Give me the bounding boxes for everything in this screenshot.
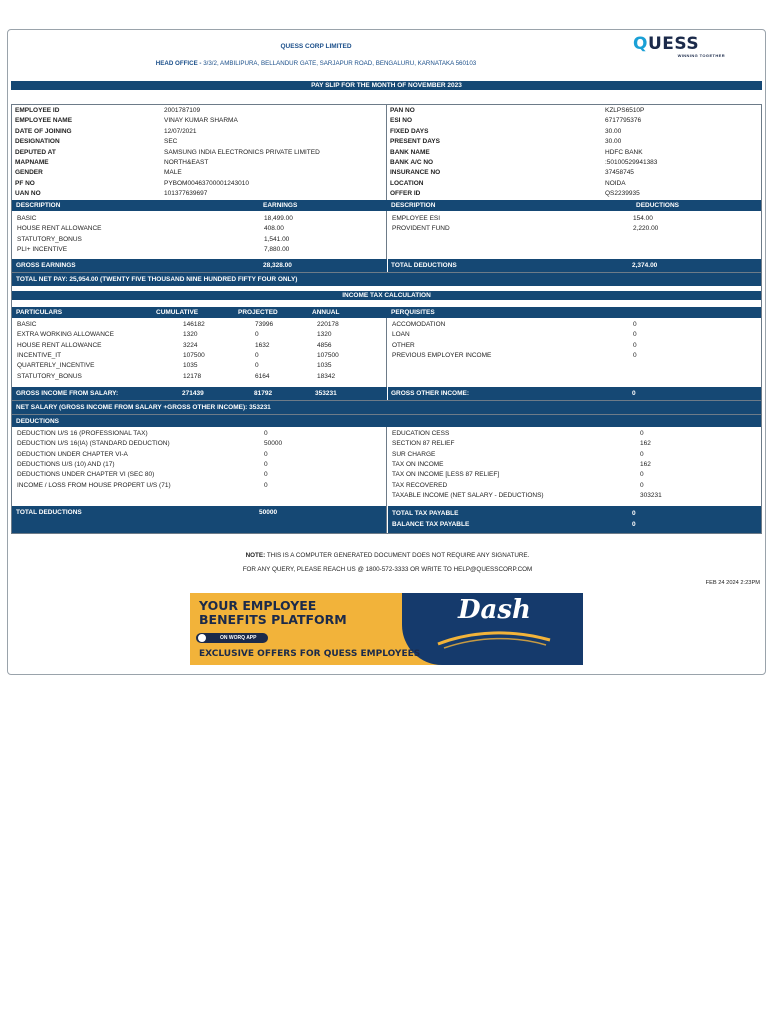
row-value: QS2239935	[605, 190, 640, 198]
gross-income-label: GROSS INCOME FROM SALARY:	[16, 390, 119, 397]
perquisites-list	[387, 318, 761, 387]
row-label: DEDUCTION UNDER CHAPTER VI-A	[17, 450, 128, 458]
row-value: NOIDA	[605, 179, 626, 187]
head-office-text: 3/3/2, AMBILIPURA, BELLANDUR GATE, SARJAPUR ROAD, BENGALURU, KARNATAKA 560103	[201, 60, 477, 67]
total-deductions-label: TOTAL DEDUCTIONS	[391, 262, 457, 269]
gross-earnings-value: 28,328.00	[263, 262, 292, 269]
it-row-cumulative: 1320	[183, 331, 198, 339]
income-tax-title: INCOME TAX CALCULATION	[12, 291, 761, 300]
it-projected-header: PROJECTED	[238, 309, 278, 316]
payslip-document	[7, 29, 766, 675]
dash-promo-banner[interactable]	[190, 593, 583, 665]
row-label: OTHER	[392, 341, 415, 349]
row-label: TAX RECOVERED	[392, 481, 448, 489]
it-row-label: STATUTORY_BONUS	[17, 372, 82, 380]
employee-details-right	[387, 105, 761, 200]
head-office-address	[8, 60, 624, 67]
total-tax-deductions-value: 50000	[259, 509, 278, 516]
row-label: FIXED DAYS	[390, 127, 429, 135]
total-tax-deductions	[12, 506, 387, 533]
note-label: NOTE:	[245, 552, 266, 559]
employee-details	[12, 105, 761, 200]
row-label: INSURANCE NO	[390, 169, 441, 177]
row-value: 30.00	[605, 138, 622, 146]
note-text: THIS IS A COMPUTER GENERATED DOCUMENT DOES NOT REQUIRE ANY SIGNATURE.	[265, 552, 530, 559]
gross-income-row	[12, 387, 761, 400]
row-label: EMPLOYEE ESI	[392, 215, 441, 222]
row-label: PROVIDENT FUND	[392, 225, 450, 233]
it-row-cumulative: 146182	[183, 321, 205, 328]
it-row-projected: 6164	[255, 372, 270, 380]
earnings-body	[12, 211, 761, 259]
row-value: 408.00	[264, 225, 284, 233]
row-label: HOUSE RENT ALLOWANCE	[17, 225, 102, 233]
dash-swoosh-icon	[434, 626, 554, 654]
row-value: NORTH&EAST	[164, 159, 209, 166]
employee-details-left	[12, 105, 387, 200]
row-label: PAN NO	[390, 107, 415, 114]
banner-line3-pre: EXCLUSIVE OFFERS FOR	[199, 649, 324, 659]
row-value: 0	[633, 321, 637, 328]
row-label: ESI NO	[390, 117, 413, 125]
row-value: 7,880.00	[264, 245, 290, 253]
row-label: PRESENT DAYS	[390, 138, 440, 146]
row-value: 30.00	[605, 127, 622, 135]
balance-tax-payable-value: 0	[632, 521, 636, 528]
logo-rest: UESS	[647, 34, 700, 54]
tax-deductions-body	[12, 427, 761, 506]
row-value: KZLPS6510P	[605, 107, 645, 114]
row-label: DESIGNATION	[15, 138, 60, 146]
banner-line3	[199, 649, 420, 659]
total-tax-payable-value: 0	[632, 510, 636, 517]
it-cumulative-header: CUMULATIVE	[156, 309, 199, 316]
row-value: PYBOM00463700001243010	[164, 179, 249, 187]
row-label: GENDER	[15, 169, 43, 177]
total-tax-deductions-label: TOTAL DEDUCTIONS	[16, 509, 82, 516]
gross-other-income-label: GROSS OTHER INCOME:	[391, 390, 470, 397]
it-perquisites-header: PERQUISITES	[391, 309, 435, 316]
head-office-label: HEAD OFFICE -	[155, 60, 202, 67]
row-label: DEDUCTIONS U/S (10) AND (17)	[17, 460, 115, 468]
it-header	[12, 307, 761, 318]
row-label: DEDUCTIONS UNDER CHAPTER VI (SEC 80)	[17, 471, 155, 479]
gross-income-annual: 353231	[315, 390, 337, 397]
row-label: PREVIOUS EMPLOYER INCOME	[392, 351, 492, 359]
gross-other-income-value: 0	[632, 390, 636, 397]
it-row-label: INCENTIVE_IT	[17, 351, 62, 359]
it-row-projected: 0	[255, 362, 259, 370]
it-row-cumulative: 3224	[183, 341, 198, 349]
row-label: TAXABLE INCOME (NET SALARY - DEDUCTIONS)	[392, 491, 544, 499]
row-label: BASIC	[17, 215, 37, 222]
row-label: ACCOMODATION	[392, 321, 446, 328]
gross-earnings-row	[12, 259, 761, 272]
total-deductions-value: 2,374.00	[632, 262, 658, 269]
row-value: 0	[640, 450, 644, 458]
tax-payable-box	[387, 506, 761, 533]
it-row-label: EXTRA WORKING ALLOWANCE	[17, 331, 114, 339]
earnings-list	[12, 211, 387, 259]
it-body	[12, 318, 761, 387]
worq-app-icon	[198, 634, 206, 642]
row-label: DEDUCTION U/S 16 (PROFESSIONAL TAX)	[17, 430, 148, 437]
it-row-annual: 1035	[317, 362, 332, 370]
row-value: 0	[633, 331, 637, 339]
gross-earnings-label: GROSS EARNINGS	[16, 262, 76, 269]
row-value: 0	[633, 341, 637, 349]
it-row-projected: 0	[255, 331, 259, 339]
footer-note	[8, 552, 767, 559]
row-value: 303231	[640, 491, 662, 499]
row-value: SEC	[164, 138, 178, 146]
row-value: 18,499.00	[264, 215, 293, 222]
pill-text: ON WORQ APP	[220, 635, 257, 641]
row-label: UAN NO	[15, 190, 41, 198]
it-row-annual: 107500	[317, 351, 339, 359]
deductions-desc-header: DESCRIPTION	[391, 202, 436, 209]
row-label: INCOME / LOSS FROM HOUSE PROPERT U/S (71)	[17, 481, 171, 489]
row-value: 0	[264, 471, 268, 479]
row-value: 0	[264, 481, 268, 489]
row-value: 162	[640, 460, 651, 468]
it-row-annual: 18342	[317, 372, 336, 380]
tax-deductions-list	[12, 427, 387, 506]
net-pay-row	[12, 272, 761, 286]
it-row-projected: 73996	[255, 321, 274, 328]
it-row-cumulative: 1035	[183, 362, 198, 370]
row-label: PF NO	[15, 179, 35, 187]
it-row-annual: 1320	[317, 331, 332, 339]
row-value: HDFC BANK	[605, 148, 643, 156]
logo-tagline: WINNING TOGETHER	[677, 53, 725, 58]
it-particulars-list	[12, 318, 387, 387]
row-value: 0	[640, 430, 644, 437]
company-name: QUESS CORP LIMITED	[280, 43, 352, 50]
row-label: SECTION 87 RELIEF	[392, 440, 455, 448]
row-label: LOAN	[392, 331, 410, 339]
net-pay-text: TOTAL NET PAY: 25,954.00 (TWENTY FIVE THOUSAND NINE HUNDRED FIFTY FOUR ONLY)	[16, 276, 298, 283]
row-value: 0	[640, 481, 644, 489]
row-value: 0	[264, 460, 268, 468]
worq-app-pill	[196, 633, 268, 643]
row-value: MALE	[164, 169, 182, 177]
banner-line1: YOUR EMPLOYEE	[199, 598, 317, 613]
earnings-desc-header: DESCRIPTION	[16, 202, 61, 209]
row-label: TAX ON INCOME	[392, 460, 444, 468]
gross-income-projected: 81792	[254, 390, 273, 397]
banner-line3-post: EMPLOYEES	[357, 649, 421, 659]
tax-items-list	[387, 427, 761, 506]
net-salary-text: NET SALARY (GROSS INCOME FROM SALARY +GROSS OTHER INCOME): 353231	[16, 404, 271, 411]
banner-line2: BENEFITS PLATFORM	[199, 612, 347, 627]
row-label: EMPLOYEE NAME	[15, 117, 73, 125]
row-value: 6717795376	[605, 117, 642, 125]
row-label: STATUTORY_BONUS	[17, 235, 82, 243]
row-label: DEPUTED AT	[15, 148, 56, 156]
row-value: 162	[640, 440, 651, 448]
row-label: BANK NAME	[390, 148, 430, 156]
row-value: SAMSUNG INDIA ELECTRONICS PRIVATE LIMITED	[164, 148, 320, 156]
deductions-col-header: DEDUCTIONS	[636, 202, 679, 209]
it-row-label: QUARTERLY_INCENTIVE	[17, 362, 95, 370]
it-row-annual: 4856	[317, 341, 332, 349]
it-annual-header: ANNUAL	[312, 309, 340, 316]
footer-query: FOR ANY QUERY, PLEASE REACH US @ 1800-572-3333 OR WRITE TO HELP@QUESSCORP.COM	[242, 566, 533, 573]
it-row-cumulative: 12178	[183, 372, 202, 380]
row-label: OFFER ID	[390, 190, 421, 198]
row-label: TAX ON INCOME [LESS 87 RELIEF]	[392, 471, 500, 479]
row-label: EDUCATION CESS	[392, 430, 450, 437]
row-label: LOCATION	[390, 179, 424, 187]
payslip-title: PAY SLIP FOR THE MONTH OF NOVEMBER 2023	[11, 81, 762, 90]
logo-q: Q	[633, 34, 648, 54]
it-row-projected: 1632	[255, 341, 270, 349]
deductions-title: DEDUCTIONS	[16, 418, 59, 425]
earnings-header	[12, 200, 761, 211]
row-label: SUR CHARGE	[392, 450, 436, 458]
row-value: VINAY KUMAR SHARMA	[164, 117, 238, 125]
it-row-label: BASIC	[17, 321, 37, 328]
it-row-projected: 0	[255, 351, 259, 359]
balance-tax-payable-label: BALANCE TAX PAYABLE	[392, 521, 470, 528]
row-label: DATE OF JOINING	[15, 127, 72, 135]
tax-totals	[12, 506, 761, 533]
earnings-col-header: EARNINGS	[263, 202, 298, 209]
row-value: 1,541.00	[264, 235, 290, 243]
row-value: 2,220.00	[633, 225, 659, 233]
row-value: 2001787109	[164, 107, 201, 114]
deductions-title-row	[12, 414, 761, 427]
dash-logo: Dash	[458, 595, 531, 625]
row-value: 154.00	[633, 215, 653, 222]
it-particulars-header: PARTICULARS	[16, 309, 63, 316]
row-value: 37458745	[605, 169, 634, 177]
gross-income-cumulative: 271439	[182, 390, 204, 397]
it-row-cumulative: 107500	[183, 351, 205, 359]
row-value: 0	[633, 351, 637, 359]
quess-logo	[633, 36, 725, 60]
row-value: 0	[264, 450, 268, 458]
row-value: 12/07/2021	[164, 127, 197, 135]
deductions-list	[387, 211, 761, 259]
banner-line3-brand: QUESS	[323, 649, 358, 659]
row-value: 0	[640, 471, 644, 479]
row-label: PLI+ INCENTIVE	[17, 245, 68, 253]
row-label: MAPNAME	[15, 159, 49, 166]
it-row-label: HOUSE RENT ALLOWANCE	[17, 341, 102, 349]
row-value: :50100529941383	[605, 159, 658, 166]
row-label: BANK A/C NO	[390, 159, 434, 166]
net-salary-row	[12, 400, 761, 414]
row-label: DEDUCTION U/S 16(IA) (STANDARD DEDUCTION)	[17, 440, 170, 448]
generated-timestamp: FEB 24 2024 2:23PM	[705, 580, 760, 586]
row-value: 50000	[264, 440, 283, 448]
total-tax-payable-label: TOTAL TAX PAYABLE	[392, 510, 459, 517]
it-row-annual: 220178	[317, 321, 339, 328]
payslip-table	[11, 104, 762, 534]
row-value: 101377639697	[164, 190, 208, 198]
row-label: EMPLOYEE ID	[15, 107, 60, 114]
row-value: 0	[264, 430, 268, 437]
